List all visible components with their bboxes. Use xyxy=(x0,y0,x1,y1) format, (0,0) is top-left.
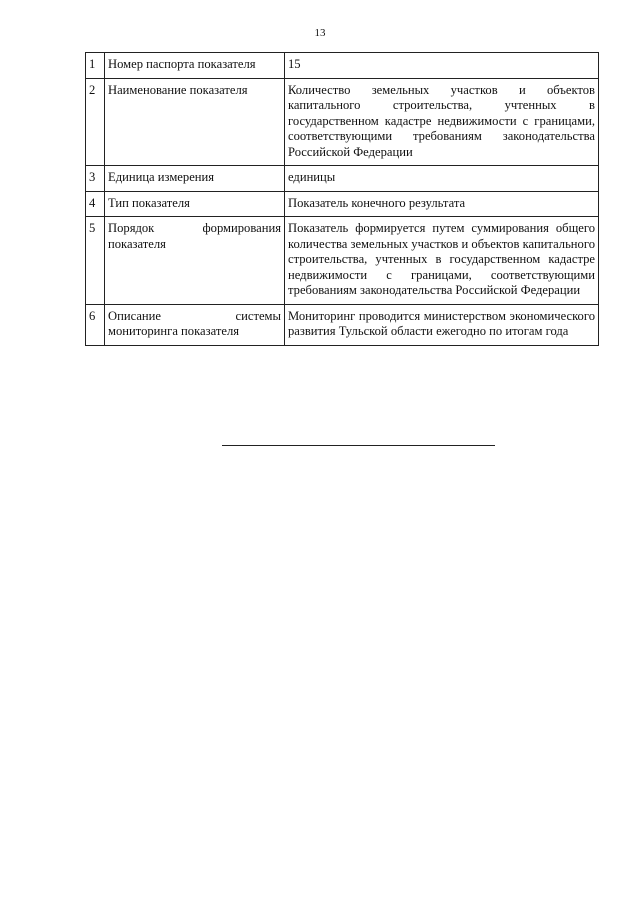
table-row xyxy=(86,191,599,217)
row-label: Номер паспорта показателя xyxy=(105,53,285,79)
row-value: Количество земельных участков и объектов капитального строительства, учтенных в государственном кадастре недвижимости с границами, соответствующими требованиям законодательства Российской Федерации xyxy=(285,78,599,166)
row-number: 1 xyxy=(86,53,105,79)
row-label: Описание системы мониторинга показателя xyxy=(105,304,285,345)
row-number: 3 xyxy=(86,166,105,192)
row-label: Порядок формирования показателя xyxy=(105,217,285,305)
row-number: 4 xyxy=(86,191,105,217)
row-number: 5 xyxy=(86,217,105,305)
table-row xyxy=(86,304,599,345)
row-value: единицы xyxy=(285,166,599,192)
table-row xyxy=(86,217,599,305)
row-value: Показатель формируется путем суммирования общего количества земельных участков и объектов капитального строительства, учтенных в государственном кадастре недвижимости с границами, соответствующими требованиям законодательства Российской Федерации xyxy=(285,217,599,305)
row-value: 15 xyxy=(285,53,599,79)
table-row xyxy=(86,53,599,79)
closing-rule-line xyxy=(222,445,495,446)
table-row xyxy=(86,78,599,166)
row-label: Единица измерения xyxy=(105,166,285,192)
row-number: 6 xyxy=(86,304,105,345)
table-row xyxy=(86,166,599,192)
page-number: 13 xyxy=(314,27,326,39)
row-value: Показатель конечного результата xyxy=(285,191,599,217)
indicator-passport-table xyxy=(85,52,599,346)
row-value: Мониторинг проводится министерством экономического развития Тульской области ежегодно по итогам года xyxy=(285,304,599,345)
row-label: Наименование показателя xyxy=(105,78,285,166)
row-number: 2 xyxy=(86,78,105,166)
row-label: Тип показателя xyxy=(105,191,285,217)
